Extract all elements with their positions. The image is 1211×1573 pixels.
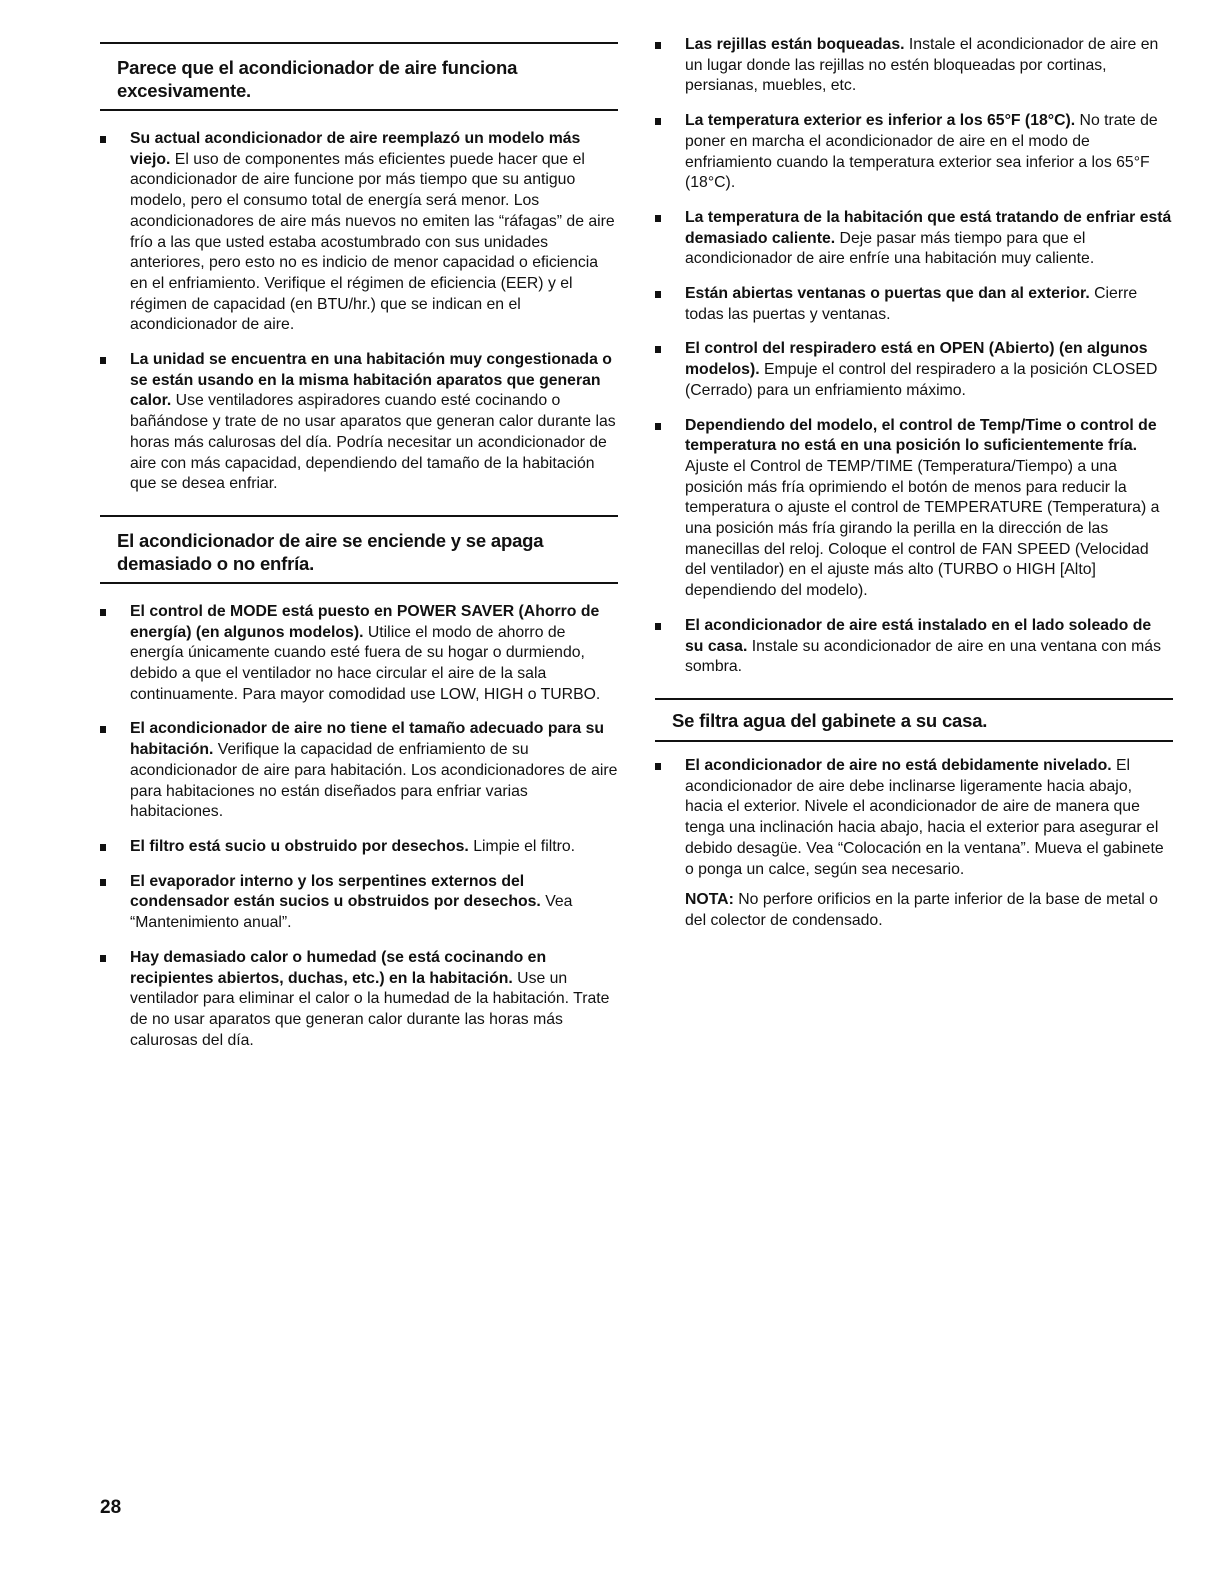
cycles-on-off-list xyxy=(100,602,618,1051)
section-heading-runs-too-much: Parece que el acondicionador de aire funciona excesivamente. xyxy=(100,42,618,111)
list-item: El filtro está sucio u obstruido por desechos. Limpie el filtro. xyxy=(100,837,618,858)
note-label: NOTA: xyxy=(685,891,734,909)
water-leak-list xyxy=(655,756,1173,880)
list-item: El control del respiradero está en OPEN (Abierto) (en algunos modelos). Empuje el control del respiradero a la posición CLOSED (Cerrado) para un enfriamiento máximo. xyxy=(655,339,1173,401)
page-number: 28 xyxy=(100,1497,122,1518)
section-heading-water-leak: Se filtra agua del gabinete a su casa. xyxy=(655,698,1173,742)
list-item: El acondicionador de aire no está debidamente nivelado. El acondicionador de aire debe inclinarse ligeramente hacia abajo, hacia el exterior. Nivele el acondicionador de aire de manera que tenga una inclinación hacia abajo, hacia el exterior para asegurar el debido desagüe. Vea “Colocación en la ventana”. Mueva el gabinete o ponga un calce, según sea necesario. xyxy=(655,756,1173,880)
list-item: Hay demasiado calor o humedad (se está cocinando en recipientes abiertos, duchas, etc.) en la habitación. Use un ventilador para eliminar el calor o la humedad de la habitación. Trate de no usar aparatos que generan calor durante las horas más calurosas del día. xyxy=(100,948,618,1052)
section-heading-cycles-on-off: El acondicionador de aire se enciende y se apaga demasiado o no enfría. xyxy=(100,515,618,584)
note-text: No perfore orificios en la parte inferior de la base de metal o del colector de condensado. xyxy=(685,891,1158,929)
note-paragraph xyxy=(655,890,1173,931)
list-item: La temperatura exterior es inferior a los 65°F (18°C). No trate de poner en marcha el acondicionador de aire en el modo de enfriamiento cuando la temperatura exterior sea inferior a los 65°F (18°C). xyxy=(655,111,1173,194)
list-item: El evaporador interno y los serpentines externos del condensador están sucios u obstruidos por desechos. Vea “Mantenimiento anual”. xyxy=(100,872,618,934)
continued-list xyxy=(655,35,1173,678)
list-item: Están abiertas ventanas o puertas que dan al exterior. Cierre todas las puertas y ventanas. xyxy=(655,284,1173,325)
list-item: El acondicionador de aire está instalado en el lado soleado de su casa. Instale su acondicionador de aire en una ventana con más sombra. xyxy=(655,616,1173,678)
list-item: Dependiendo del modelo, el control de Temp/Time o control de temperatura no está en una posición lo suficientemente fría. Ajuste el Control de TEMP/TIME (Temperatura/Tiempo) a una posición más fría oprimiendo el botón de menos para reducir la temperatura o ajuste el control de TEMPERATURE (Temperatura) a una posición más fría girando la perilla en la dirección de las manecillas del reloj. Coloque el control de FAN SPEED (Velocidad del ventilador) en el ajuste más alto (TURBO o HIGH [Alto] dependiendo del modelo). xyxy=(655,416,1173,602)
runs-too-much-list xyxy=(100,129,618,495)
left-column xyxy=(100,0,618,1065)
list-item: El control de MODE está puesto en POWER SAVER (Ahorro de energía) (en algunos modelos). Utilice el modo de ahorro de energía únicamente cuando esté fuera de su hogar o durmiendo, debido a que el ventilador no hace circular el aire de la sala continuamente. Para mayor comodidad use LOW, HIGH o TURBO. xyxy=(100,602,618,706)
list-item: Su actual acondicionador de aire reemplazó un modelo más viejo. El uso de componentes más eficientes puede hacer que el acondicionador de aire funcione por más tiempo que su antiguo modelo, pero el consumo total de energía será menor. Los acondicionadores de aire más nuevos no emiten las “ráfagas” de aire frío a las que usted estaba acostumbrado con sus unidades anteriores, pero esto no es indicio de menor capacidad o eficiencia en el enfriamiento. Verifique el régimen de eficiencia (EER) y el régimen de capacidad (en BTU/hr.) que se indican en el acondicionador de aire. xyxy=(100,129,618,336)
list-item: La unidad se encuentra en una habitación muy congestionada o se están usando en la misma habitación aparatos que generan calor. Use ventiladores aspiradores cuando esté cocinando o bañándose y trate de no usar aparatos que generan calor durante las horas más calurosas del día. Podría necesitar un acondicionador de aire con más capacidad, dependiendo del tamaño de la habitación que se desea enfriar. xyxy=(100,350,618,495)
list-item: El acondicionador de aire no tiene el tamaño adecuado para su habitación. Verifique la capacidad de enfriamiento de su acondicionador de aire para habitación. Los acondicionadores de aire para habitaciones no están diseñados para enfriar varias habitaciones. xyxy=(100,719,618,823)
list-item: La temperatura de la habitación que está tratando de enfriar está demasiado caliente. Deje pasar más tiempo para que el acondicionador de aire enfríe una habitación muy caliente. xyxy=(655,208,1173,270)
list-item: Las rejillas están boqueadas. Instale el acondicionador de aire en un lugar donde las rejillas no estén bloqueadas por cortinas, persianas, muebles, etc. xyxy=(655,35,1173,97)
right-column xyxy=(655,0,1173,932)
